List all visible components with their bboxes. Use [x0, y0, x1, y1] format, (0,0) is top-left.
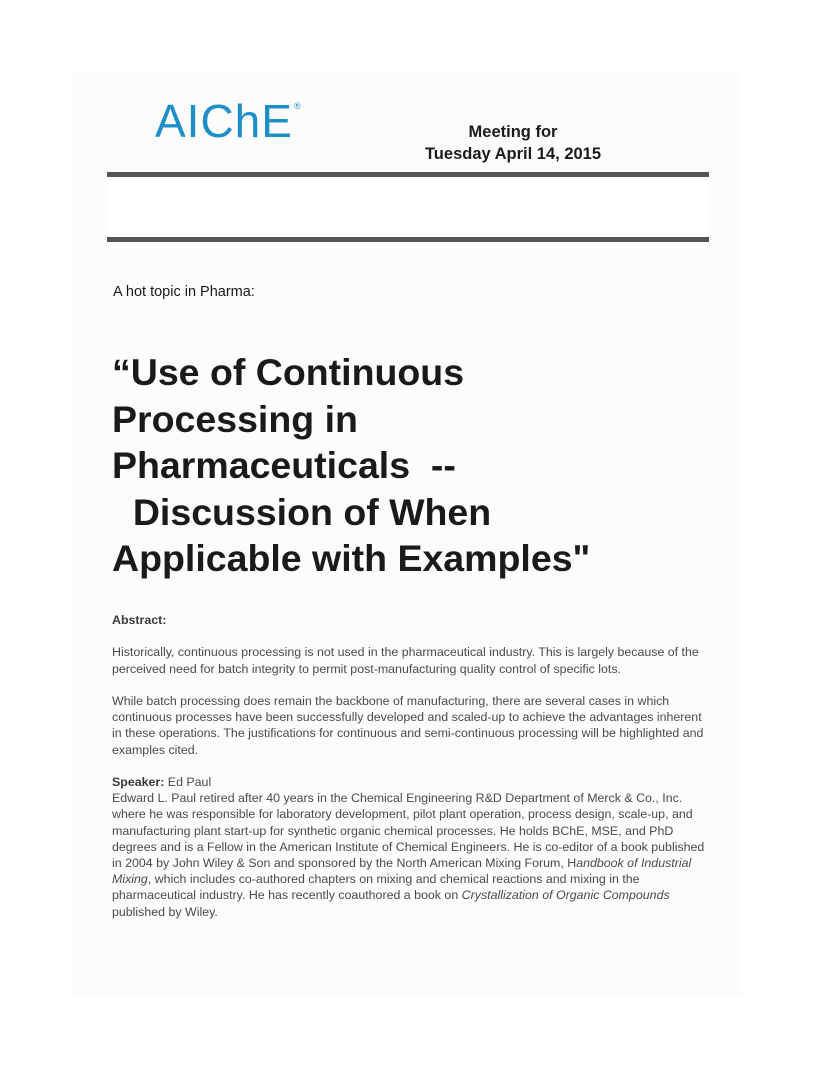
body-content: [112, 612, 708, 920]
speaker-block: [112, 774, 708, 920]
book-title-mixing: andbook of Industrial Mixing: [112, 856, 692, 887]
meeting-info: [400, 121, 626, 165]
intro-text: A hot topic in Pharma:: [113, 284, 255, 300]
speaker-name: Ed Paul: [164, 774, 212, 789]
title-line-1: “Use of Continuous: [112, 351, 465, 393]
title-line-3: Pharmaceuticals --: [112, 444, 456, 486]
title-line-2: Processing in: [112, 397, 358, 440]
abstract-paragraph-2: While batch processing does remain the backbone of manufacturing, there are several cases in which continuous processes have been successfully developed and scaled-up to achieve the advantages inherent in these operations. The justifications for continuous and semi-continuous processing will be highlighted and examples cited.: [112, 693, 704, 757]
logo-registered-mark: ®: [293, 101, 302, 111]
speaker-bio-part-2: , which includes co-authored chapters on mixing and chemical reactions and mixing in the pharmaceutical industry. He has recently coauthored a book on: [112, 872, 640, 903]
speaker-bio-part-1: Edward L. Paul retired after 40 years in the Chemical Engineering R&D Department of Merck & Co., Inc. where he was responsible for laboratory development, pilot plant operation, process design, scale-up, and manufacturing plant start-up for synthetic organic chemical processes. He holds BChE, MSE, and PhD degrees and is a Fellow in the American Institute of Chemical Engineers. He is co-editor of a book published in 2004 by John Wiley & Son and sponsored by the North American Mixing Forum, H: [112, 791, 705, 870]
speaker-label: Speaker:: [112, 774, 165, 789]
meeting-line-1: Meeting for: [468, 123, 558, 141]
abstract-paragraph-1: Historically, continuous processing is not used in the pharmaceutical industry. This is largely because of the perceived need for batch integrity to permit post-manufacturing quality control of specific lots.: [112, 645, 699, 676]
title-line-5: Applicable with Examples": [112, 537, 591, 579]
aiche-logo: [155, 95, 302, 147]
logo-text: AIChE: [155, 95, 293, 147]
speaker-bio: [112, 790, 708, 920]
book-title-crystallization: Crystallization of Organic Compounds: [461, 888, 670, 903]
title-line-4: Discussion of When: [112, 490, 492, 533]
meeting-date: Tuesday April 14, 2015: [424, 145, 602, 163]
header-band: [107, 177, 709, 237]
talk-title: [112, 349, 672, 582]
speaker-line: [112, 774, 708, 790]
speaker-bio-part-3: published by Wiley.: [112, 904, 218, 919]
abstract-label: Abstract:: [112, 613, 167, 627]
header-rule-bottom: [107, 237, 709, 242]
